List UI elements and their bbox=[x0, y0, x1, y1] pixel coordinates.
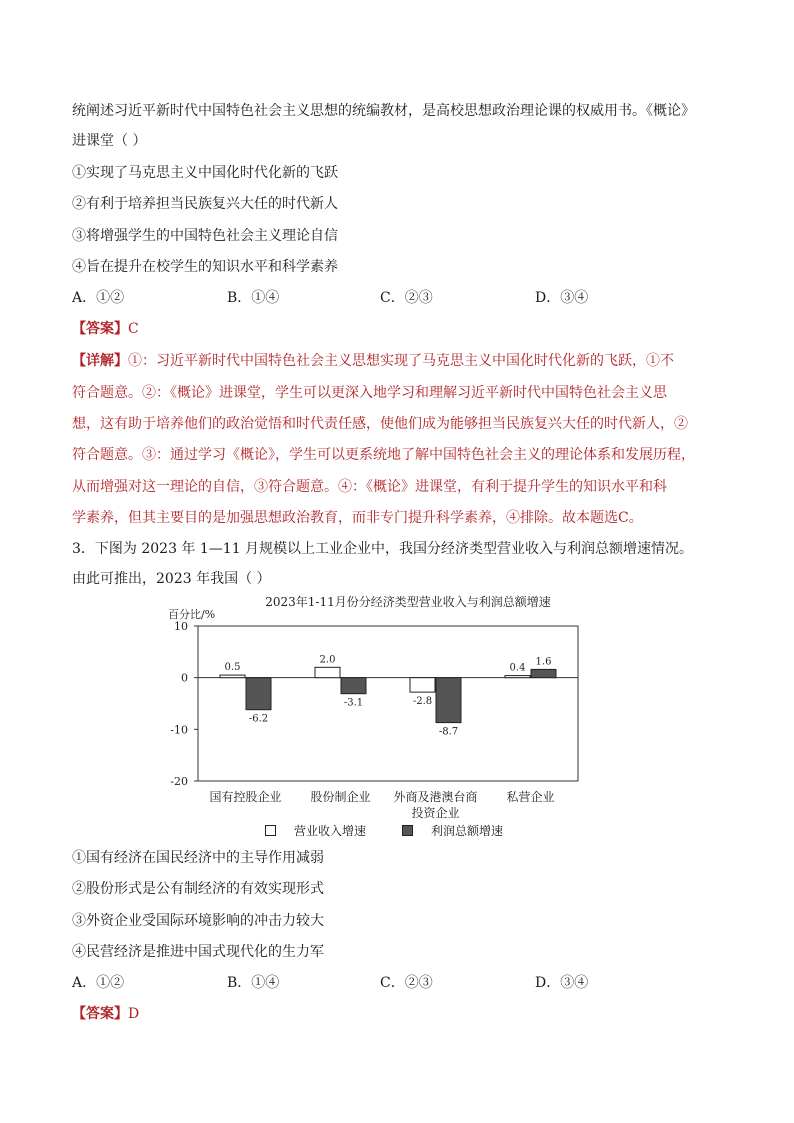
data-label: 1.6 bbox=[535, 656, 552, 668]
q3-option-d: D．③④ bbox=[535, 975, 589, 991]
data-label: -2.8 bbox=[412, 696, 433, 708]
answer-value: C bbox=[128, 321, 139, 337]
data-label: -8.7 bbox=[438, 726, 459, 738]
q3-item-4: ④民营经济是推进中国式现代化的生力军 bbox=[72, 944, 324, 960]
bar-revenue bbox=[220, 675, 245, 678]
q3-answer bbox=[72, 1004, 139, 1024]
q2-detail-line3: 想，这有助于培养他们的政治觉悟和时代责任感，使他们成为能够担当民族复兴大任的时代新人，② bbox=[72, 416, 688, 432]
q3-item-1: ①国有经济在国民经济中的主导作用减弱 bbox=[72, 850, 324, 866]
bar-revenue bbox=[315, 667, 340, 677]
data-label: 0.5 bbox=[224, 662, 241, 674]
q2-detail-line5: 从而增强对这一理论的自信，③符合题意。④：《概论》进课堂，有利于提升学生的知识水平和科 bbox=[72, 479, 667, 495]
answer-tag: 【答案】 bbox=[72, 1006, 128, 1022]
x-tick-label: 外商及港澳台商 bbox=[393, 790, 478, 804]
q2-stem-line1: 统阐述习近平新时代中国特色社会主义思想的统编教材，是高校思想政治理论课的权威用书。《概论》 bbox=[72, 103, 695, 119]
legend-swatch-profit bbox=[402, 825, 413, 836]
q2-item-4: ④旨在提升在校学生的知识水平和科学素养 bbox=[72, 259, 338, 275]
x-tick-label: 私营企业 bbox=[506, 790, 555, 804]
bar-profit bbox=[341, 678, 366, 694]
q2-answer bbox=[72, 319, 139, 339]
q2-option-b: B．①④ bbox=[227, 290, 280, 306]
q3-option-c: C．②③ bbox=[380, 975, 433, 991]
q2-item-2: ②有利于培养担当民族复兴大任的时代新人 bbox=[72, 196, 338, 212]
x-tick-label: 投资企业 bbox=[411, 806, 460, 820]
y-tick-label: 0 bbox=[181, 671, 188, 685]
bar-profit bbox=[436, 678, 461, 723]
q2-item-1: ①实现了马克思主义中国化时代化新的飞跃 bbox=[72, 165, 338, 181]
legend-label-revenue: 营业收入增速 bbox=[294, 824, 367, 838]
y-tick-label: 10 bbox=[174, 620, 188, 633]
chart-title: 2023年1-11月份分经济类型营业收入与利润总额增速 bbox=[265, 595, 551, 609]
q2-item-3: ③将增强学生的中国特色社会主义理论自信 bbox=[72, 228, 338, 244]
q2-detail-line4: 符合题意。③：通过学习《概论》，学生可以更系统地了解中国特色社会主义的理论体系和发展历程， bbox=[72, 447, 695, 463]
y-tick-label: -10 bbox=[170, 723, 188, 737]
q3-item-3: ③外资企业受国际环境影响的冲击力较大 bbox=[72, 913, 324, 929]
q2-option-a: A．①② bbox=[72, 290, 125, 306]
bar-revenue bbox=[410, 678, 435, 692]
q2-option-d: D．③④ bbox=[535, 290, 589, 306]
answer-value: D bbox=[128, 1006, 140, 1022]
data-label: -3.1 bbox=[343, 697, 364, 709]
bar-chart bbox=[160, 590, 600, 822]
legend-revenue bbox=[265, 823, 366, 839]
detail-text: ①：习近平新时代中国特色社会主义思想实现了马克思主义中国化时代化新的飞跃，①不 bbox=[128, 353, 674, 369]
data-label: 0.4 bbox=[509, 662, 526, 674]
legend-label-profit: 利润总额增速 bbox=[431, 824, 504, 838]
data-label: -6.2 bbox=[248, 713, 269, 725]
q3-option-b: B．①④ bbox=[227, 975, 280, 991]
q3-option-a: A．①② bbox=[72, 975, 125, 991]
q2-detail-line2: 符合题意。②：《概论》进课堂，学生可以更深入地学习和理解习近平新时代中国特色社会主义思 bbox=[72, 385, 667, 401]
data-label: 2.0 bbox=[319, 654, 336, 666]
bar-revenue bbox=[505, 676, 530, 678]
q2-option-c: C．②③ bbox=[380, 290, 433, 306]
q2-detail-line1 bbox=[72, 351, 674, 371]
q3-stem-line1: 3．下图为 2023 年 1—11 月规模以上工业企业中，我国分经济类型营业收入与利润总额增速情况。 bbox=[72, 541, 694, 557]
x-tick-label: 国有控股企业 bbox=[209, 790, 282, 804]
answer-tag: 【答案】 bbox=[72, 321, 128, 337]
y-tick-label: -20 bbox=[170, 775, 188, 788]
q2-stem-line2: 进课堂（ ） bbox=[72, 133, 147, 149]
q2-detail-line6: 学素养，但其主要目的是加强思想政治教育，而非专门提升科学素养，④排除。故本题选C。 bbox=[72, 510, 643, 526]
q3-stem-line2: 由此可推出，2023 年我国（ ） bbox=[72, 571, 271, 587]
bar-profit bbox=[246, 678, 271, 710]
bar-profit bbox=[531, 669, 556, 677]
legend-swatch-revenue bbox=[265, 825, 276, 836]
legend-profit bbox=[402, 823, 503, 839]
y-axis-label: 百分比/% bbox=[168, 608, 216, 621]
x-tick-label: 股份制企业 bbox=[310, 790, 371, 804]
detail-tag: 【详解】 bbox=[72, 353, 128, 369]
q3-item-2: ②股份形式是公有制经济的有效实现形式 bbox=[72, 881, 324, 897]
